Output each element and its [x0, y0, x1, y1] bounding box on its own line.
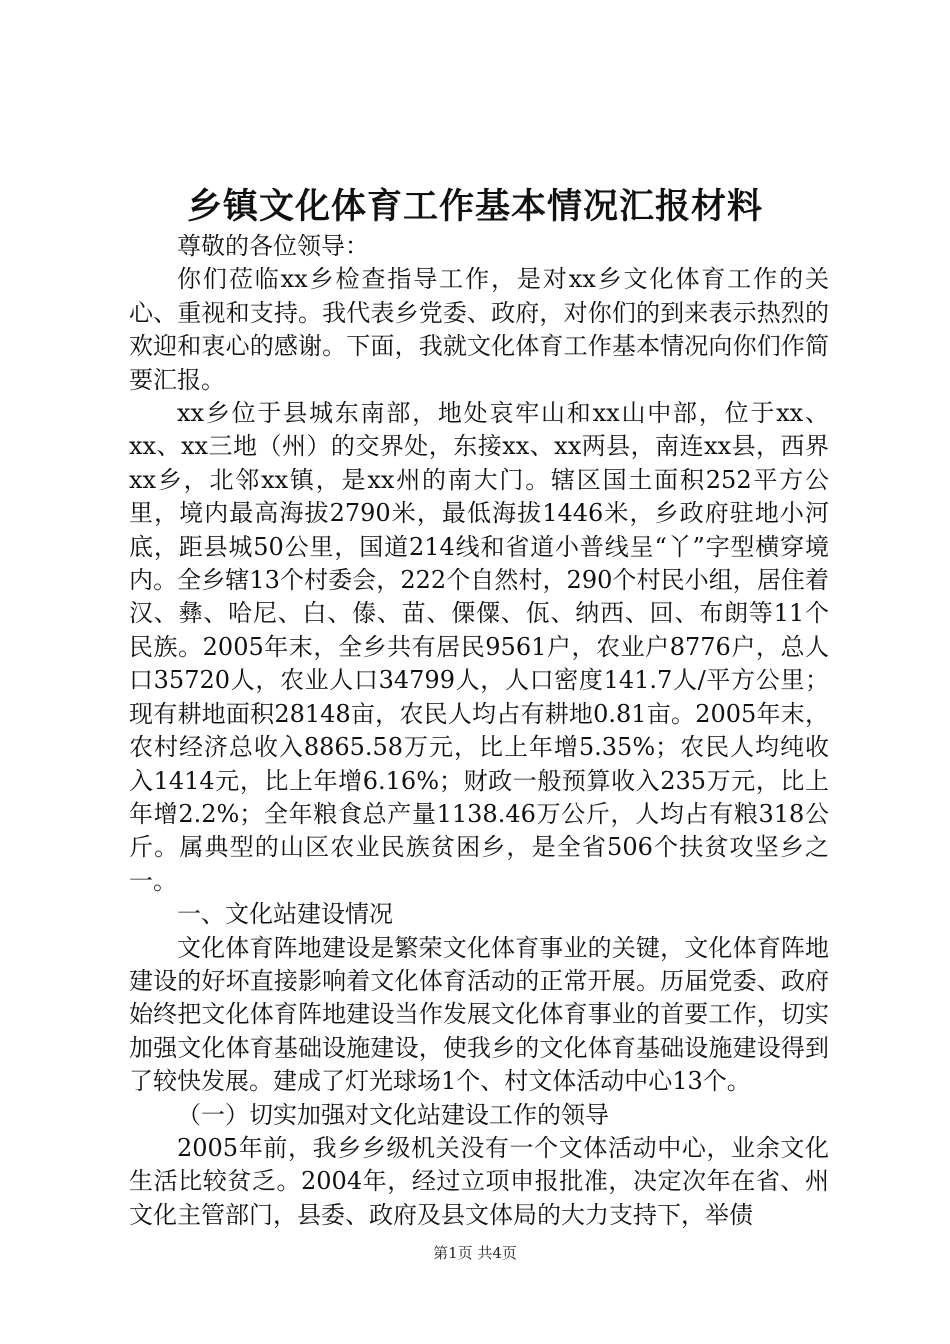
- document-body: [129, 230, 829, 1232]
- body-paragraph: 2005年前，我乡乡级机关没有一个文体活动中心，业余文化生活比较贫乏。2004年，经过立项申报批准，决定次年在省、州文化主管部门，县委、政府及县文体局的大力支持下，举债: [129, 1133, 829, 1229]
- body-paragraph: xx乡位于县城东南部，地处哀牢山和xx山中部，位于xx、xx、xx三地（州）的交界处，东接xx、xx两县，南连xx县，西界xx乡，北邻xx镇，是xx州的南大门。辖区国土面积252平方公里，境内最高海拔2790米，最低海拔1446米，乡政府驻地小河底，距县城50公里，国道214线和省道小普线呈“丫”字型横穿境内。全乡辖13个村委会，222个自然村，290个村民小组，居住着汉、彝、哈尼、白、傣、苗、傈僳、佤、纳西、回、布朗等11个民族。2005年末，全乡共有居民9561户，农业户8776户，总人口35720人，农业人口34799人，人口密度141.7人/平方公里；现有耕地面积28148亩，农民人均占有耕地0.81亩。2005年末，农村经济总收入8865.58万元，比上年增5.35%；农民人均纯收入1414元，比上年增6.16%；财政一般预算收入235万元，比上年增2.2%；全年粮食总产量1138.46万公斤，人均占有粮318公斤。属典型的山区农业民族贫困乡，是全省506个扶贫攻坚乡之一。: [129, 399, 829, 895]
- document-title: 乡镇文化体育工作基本情况汇报材料: [186, 186, 763, 227]
- body-paragraph: 你们莅临xx乡检查指导工作，是对xx乡文化体育工作的关心、重视和支持。我代表乡党委、政府，对你们的到来表示热烈的欢迎和衷心的感谢。下面，我就文化体育工作基本情况向你们作简要汇报。: [129, 265, 829, 394]
- salutation-paragraph: 尊敬的各位领导：: [177, 232, 369, 260]
- body-paragraph: 文化体育阵地建设是繁荣文化体育事业的关键，文化体育阵地建设的好坏直接影响着文化体育活动的正常开展。历届党委、政府始终把文化体育阵地建设当作发展文化体育事业的首要工作，切实加强文化体育基础设施建设，使我乡的文化体育基础设施建设得到了较快发展。建成了灯光球场1个、村文体活动中心13个。: [129, 933, 829, 1096]
- section-heading: 一、文化站建设情况: [177, 900, 393, 929]
- page-number-footer: 第1页 共4页: [433, 1244, 517, 1262]
- subsection-heading: （一）切实加强对文化站建设工作的领导: [177, 1100, 609, 1129]
